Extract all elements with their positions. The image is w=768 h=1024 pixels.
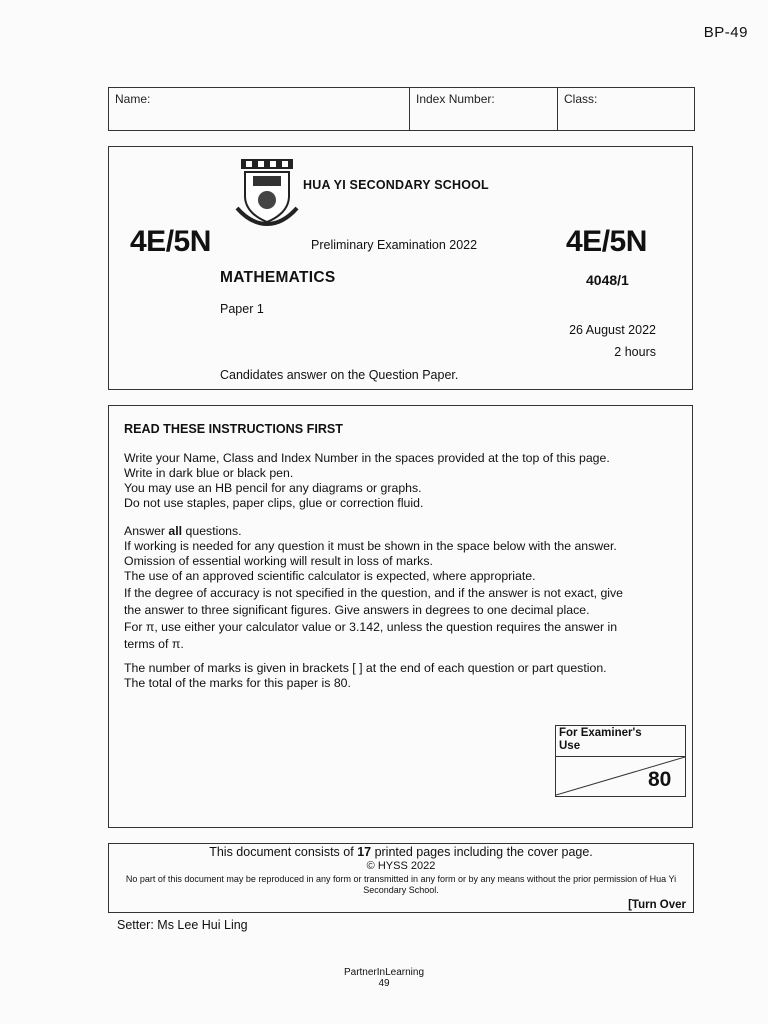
instruction-line: Write in dark blue or black pen. bbox=[124, 466, 294, 480]
instructions-text bbox=[124, 422, 684, 691]
instruction-line: Write your Name, Class and Index Number in the spaces provided at the top of this page. bbox=[124, 451, 610, 465]
paper-code: 4048/1 bbox=[586, 272, 629, 288]
answer-note: Candidates answer on the Question Paper. bbox=[220, 368, 459, 382]
page-reference: BP-49 bbox=[703, 24, 748, 41]
turn-over: [Turn Over bbox=[628, 899, 686, 911]
school-crest-logo bbox=[235, 158, 299, 226]
watermark bbox=[0, 967, 768, 989]
exam-title: Preliminary Examination 2022 bbox=[311, 238, 478, 252]
instruction-line: terms of π. bbox=[124, 637, 184, 651]
instruction-line: Answer all questions. bbox=[124, 524, 242, 538]
instruction-line: The number of marks is given in brackets [ ] at the end of each question or part question. bbox=[124, 661, 607, 675]
instruction-line: For π, use either your calculator value or 3.142, unless the question requires the answer in bbox=[124, 620, 618, 634]
page-count: 17 bbox=[357, 845, 372, 859]
paper-number: Paper 1 bbox=[220, 302, 264, 316]
setter-name: Setter: Ms Lee Hui Ling bbox=[117, 918, 248, 932]
page-number: 49 bbox=[378, 978, 390, 989]
index-number-label: Index Number: bbox=[416, 92, 495, 106]
reproduction-notice: No part of this document may be reproduced in any form or transmitted in any form or by any means without the prior permission of Hua Yi Secondary School. bbox=[125, 874, 677, 895]
instruction-line: The use of an approved scientific calculator is expected, where appropriate. bbox=[124, 569, 536, 583]
instructions-heading: READ THESE INSTRUCTIONS FIRST bbox=[124, 422, 344, 436]
class-label: Class: bbox=[564, 92, 598, 106]
exam-date: 26 August 2022 bbox=[569, 323, 656, 337]
instruction-line: Omission of essential working will result in loss of marks. bbox=[124, 554, 433, 568]
instruction-line: If working is needed for any question it must be shown in the space below with the answer. bbox=[124, 539, 617, 553]
watermark-brand: PartnerInLearning bbox=[343, 967, 425, 978]
instruction-line: If the degree of accuracy is not specified in the question, and if the answer is not exact, give bbox=[124, 586, 623, 600]
top-edge-marks bbox=[200, 0, 470, 2]
level-code-left: 4E/5N bbox=[130, 225, 211, 258]
total-marks: 80 bbox=[648, 768, 672, 791]
instruction-line: the answer to three significant figures. Give answers in degrees to one decimal place. bbox=[124, 603, 590, 617]
examiner-use-label: For Examiner's Use bbox=[555, 725, 686, 757]
name-label: Name: bbox=[115, 92, 151, 106]
school-name: HUA YI SECONDARY SCHOOL bbox=[303, 178, 489, 192]
instruction-line: You may use an HB pencil for any diagrams or graphs. bbox=[124, 481, 422, 495]
name-field[interactable] bbox=[109, 88, 410, 130]
instruction-line: The total of the marks for this paper is 80. bbox=[124, 676, 351, 690]
page-count-statement: This document consists of 17 printed pages including the cover page. bbox=[209, 845, 593, 859]
copyright: © HYSS 2022 bbox=[366, 860, 436, 872]
instruction-line: Do not use staples, paper clips, glue or correction fluid. bbox=[124, 496, 424, 510]
level-code-right: 4E/5N bbox=[566, 225, 647, 258]
class-field[interactable] bbox=[558, 88, 694, 130]
subject-title: MATHEMATICS bbox=[220, 269, 336, 286]
index-number-field[interactable] bbox=[410, 88, 558, 130]
exam-duration: 2 hours bbox=[614, 345, 656, 359]
candidate-fields-row bbox=[108, 87, 695, 131]
